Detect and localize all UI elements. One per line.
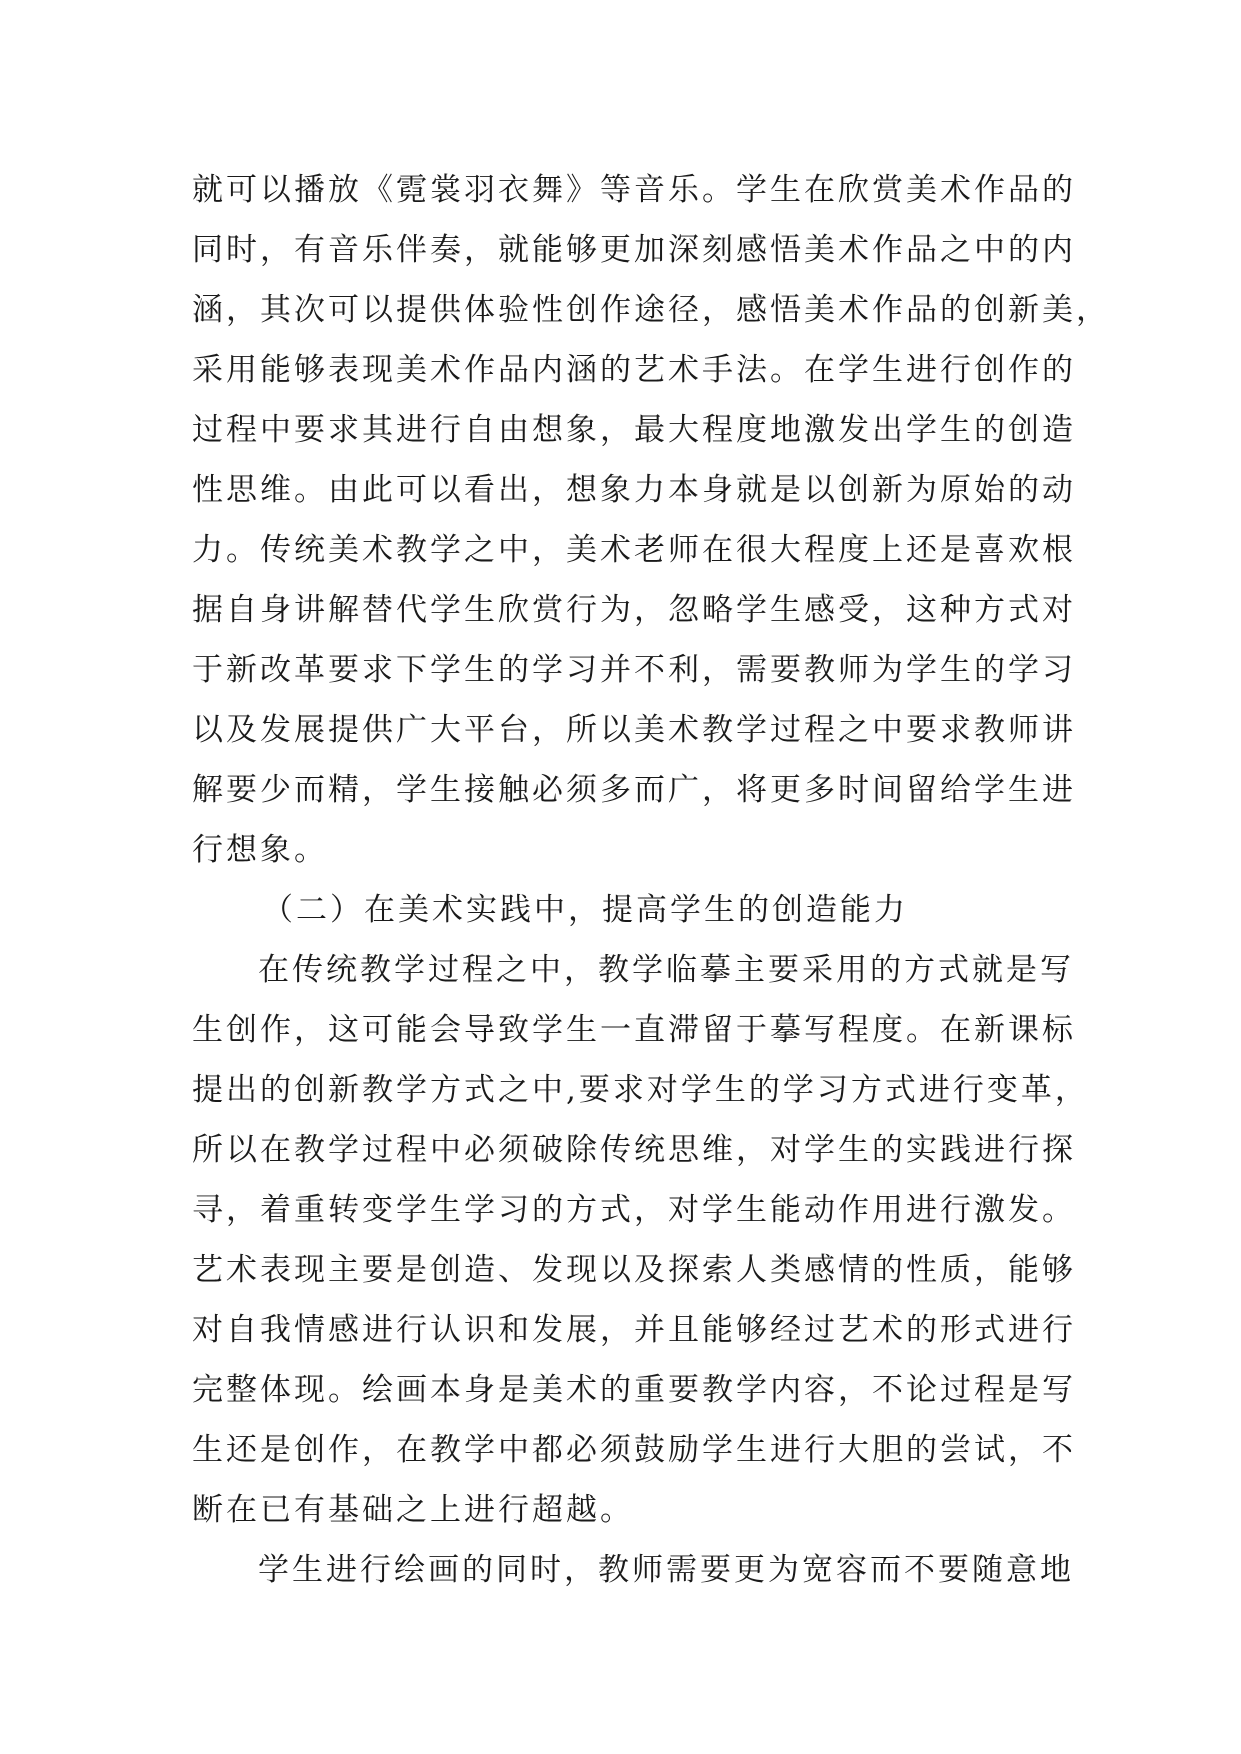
text-line: 寻，着重转变学生学习的方式，对学生能动作用进行激发。 — [192, 1192, 1076, 1228]
text-line: 生还是创作，在教学中都必须鼓励学生进行大胆的尝试，不 — [192, 1432, 1076, 1468]
text-line: 以及发展提供广大平台，所以美术教学过程之中要求教师讲 — [192, 712, 1076, 748]
text-line: 据自身讲解替代学生欣赏行为，忽略学生感受，这种方式对 — [192, 592, 1076, 628]
text-line: 采用能够表现美术作品内涵的艺术手法。在学生进行创作的 — [192, 352, 1076, 388]
text-line: 生创作，这可能会导致学生一直滞留于摹写程度。在新课标 — [192, 1012, 1076, 1048]
paragraph-3 — [192, 1540, 1074, 1600]
text-line: 性思维。由此可以看出，想象力本身就是以创新为原始的动 — [192, 472, 1076, 508]
text-line: 同时，有音乐伴奏，就能够更加深刻感悟美术作品之中的内 — [192, 232, 1076, 268]
text-line: 于新改革要求下学生的学习并不利，需要教师为学生的学习 — [192, 652, 1076, 688]
text-line: 完整体现。绘画本身是美术的重要教学内容，不论过程是写 — [192, 1372, 1076, 1408]
document-body — [192, 160, 1110, 1600]
paragraph-2 — [192, 940, 1089, 1540]
text-line: 艺术表现主要是创造、发现以及探索人类感情的性质，能够 — [192, 1252, 1076, 1288]
text-line: 过程中要求其进行自由想象，最大程度地激发出学生的创造 — [192, 412, 1076, 448]
section-heading: （二）在美术实践中，提高学生的创造能力 — [262, 892, 908, 928]
text-line: 断在已有基础之上进行超越。 — [192, 1492, 634, 1528]
paragraph-1 — [192, 160, 1110, 880]
text-line: 学生进行绘画的同时，教师需要更为宽容而不要随意地 — [258, 1552, 1074, 1588]
text-line: 提出的创新教学方式之中,要求对学生的学习方式进行变革， — [192, 1072, 1089, 1108]
text-line: 在传统教学过程之中，教学临摹主要采用的方式就是写 — [258, 952, 1074, 988]
text-line: 涵，其次可以提供体验性创作途径，感悟美术作品的创新美， — [192, 292, 1110, 328]
text-line: 解要少而精，学生接触必须多而广，将更多时间留给学生进 — [192, 772, 1076, 808]
text-line: 对自我情感进行认识和发展，并且能够经过艺术的形式进行 — [192, 1312, 1076, 1348]
text-line: 力。传统美术教学之中，美术老师在很大程度上还是喜欢根 — [192, 532, 1076, 568]
text-line: 就可以播放《霓裳羽衣舞》等音乐。学生在欣赏美术作品的 — [192, 172, 1076, 208]
text-line: 行想象。 — [192, 832, 328, 868]
text-line: 所以在教学过程中必须破除传统思维，对学生的实践进行探 — [192, 1132, 1076, 1168]
